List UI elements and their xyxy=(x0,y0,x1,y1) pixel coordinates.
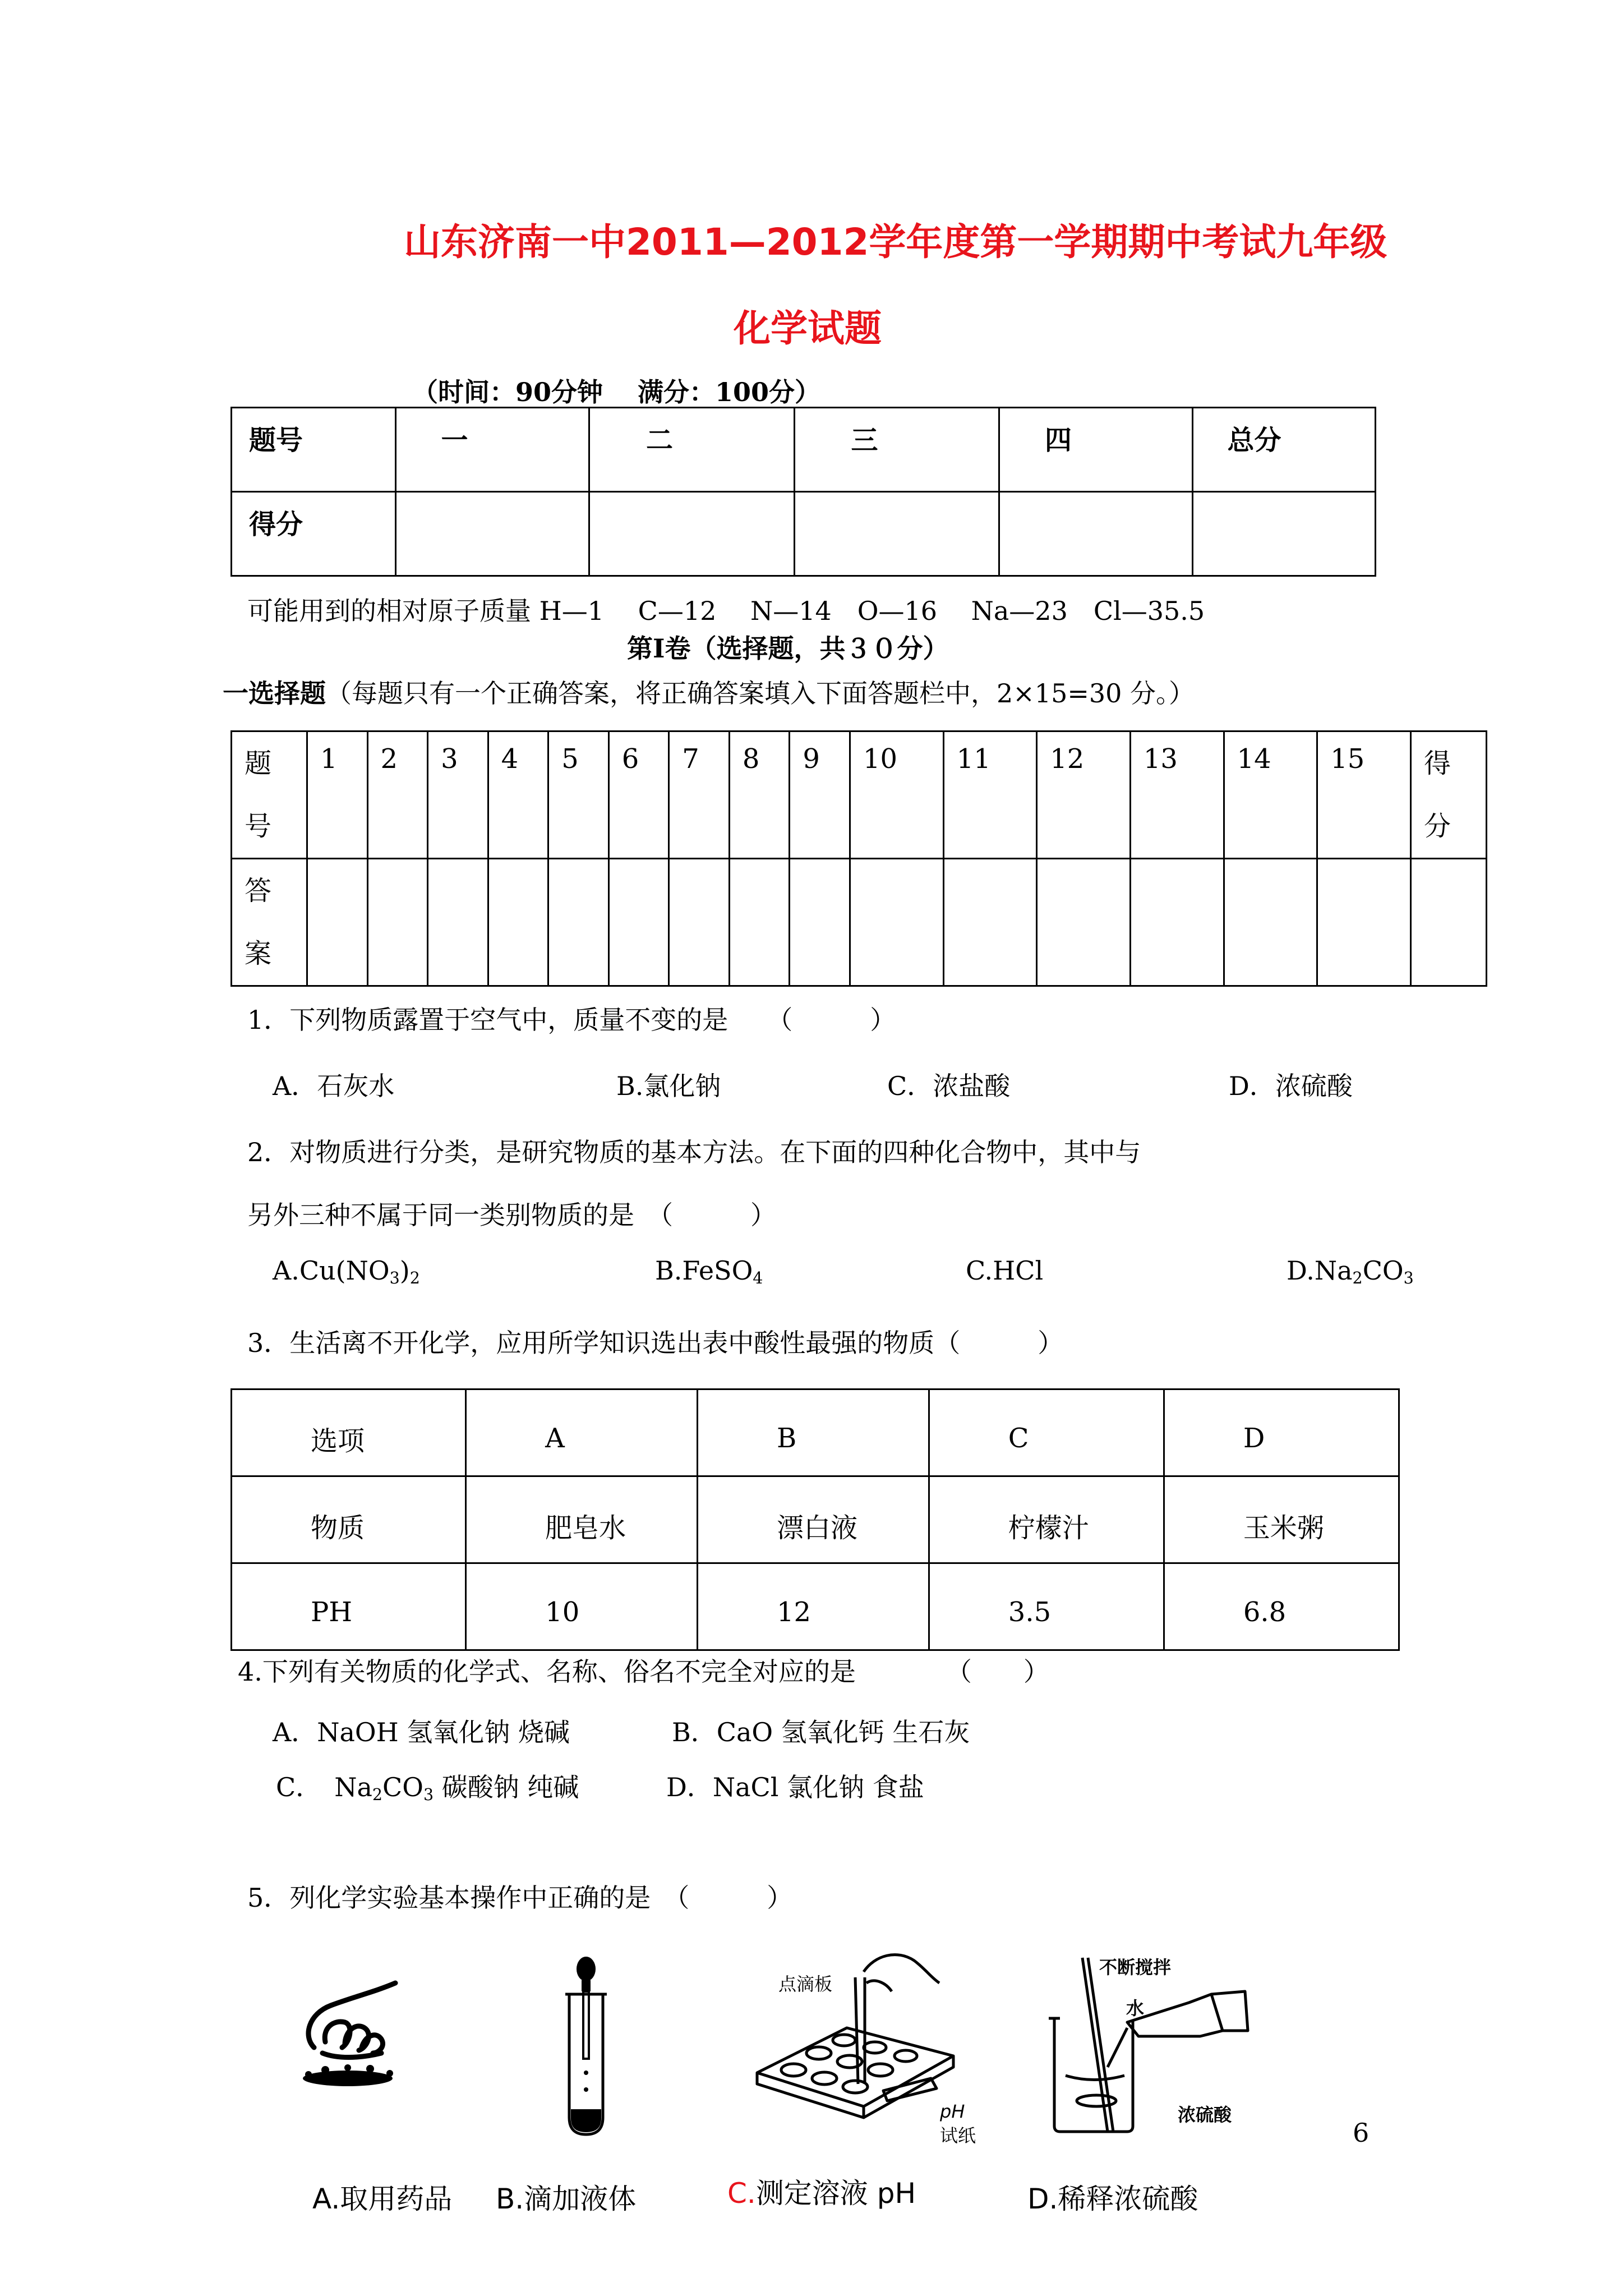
ph-cell: 10 xyxy=(466,1563,698,1650)
answer-cell[interactable] xyxy=(608,859,669,986)
q4-option-b: B．CaO 氢氧化钙 生石灰 xyxy=(672,1717,970,1747)
question-number: 5 xyxy=(548,731,609,859)
answer-cell[interactable] xyxy=(729,859,790,986)
spot-plate-ph-illustration xyxy=(746,1944,959,2134)
answer-cell[interactable] xyxy=(1037,859,1131,986)
ph-cell: B xyxy=(697,1389,929,1476)
q3-stem: 3．生活离不开化学，应用所学知识选出表中酸性最强的物质（ ） xyxy=(247,1328,1064,1358)
ph-table xyxy=(230,1388,1400,1651)
ph-cell: A xyxy=(466,1389,698,1476)
q1-option-c: C．浓盐酸 xyxy=(887,1071,1011,1101)
q2-option-a: $A.Cu(NO_3)_2$ xyxy=(273,1255,420,1288)
q4-stem: 4.下列有关物质的化学式、名称、俗名不完全对应的是 （ ） xyxy=(238,1657,1049,1687)
q5-stem: 5．列化学实验基本操作中正确的是 （ ） xyxy=(247,1883,793,1913)
hand-grabbing-chemical-illustration xyxy=(292,1975,404,2092)
ph-cell: 肥皂水 xyxy=(466,1476,698,1563)
score-header-cell: 四 xyxy=(999,408,1192,492)
question-number: 3 xyxy=(428,731,488,859)
q1-option-a: A．石灰水 xyxy=(273,1071,395,1101)
label-spot-plate: 点滴板 xyxy=(778,1973,833,1995)
label-ph: pH xyxy=(940,2101,965,2122)
score-header-cell: 二 xyxy=(589,408,794,492)
ph-cell: 物质 xyxy=(232,1476,466,1563)
answer-cell[interactable] xyxy=(1224,859,1317,986)
q4-option-c: C． $Na_2CO_3$ 碳酸钠 纯碱 xyxy=(276,1772,579,1805)
answer-cell[interactable] xyxy=(1317,859,1411,986)
part1-title: 第Ⅰ卷（选择题，共３０分） xyxy=(627,633,949,664)
dropper-test-tube-illustration xyxy=(561,1955,611,2140)
page-number: 6 xyxy=(1353,2118,1370,2148)
atomic-masses: 可能用到的相对原子质量 H—1 C—12 N—14 O—16 Na—23 Cl—35.5 xyxy=(247,596,1205,626)
score-header-cell: 三 xyxy=(794,408,999,492)
question-number: 4 xyxy=(488,731,548,859)
q2-option-b: B.FeSO$_4$ xyxy=(655,1255,763,1288)
score-table xyxy=(230,407,1376,577)
answer-cell[interactable] xyxy=(669,859,730,986)
score-header-cell: 题号 xyxy=(232,408,396,492)
ph-cell: D xyxy=(1164,1389,1399,1476)
answer-header-label: 题 号 xyxy=(232,731,307,859)
question-number: 13 xyxy=(1130,731,1224,859)
ph-cell: 玉米粥 xyxy=(1164,1476,1399,1563)
answer-score-cell[interactable] xyxy=(1411,859,1487,986)
caption-a: A.取用药品 xyxy=(312,2183,453,2215)
answer-cell[interactable] xyxy=(367,859,428,986)
answer-row-label: 答 案 xyxy=(232,859,307,986)
score-cell[interactable] xyxy=(1193,492,1376,576)
ph-cell: 12 xyxy=(697,1563,929,1650)
ph-cell: 3.5 xyxy=(929,1563,1164,1650)
question-number: 1 xyxy=(307,731,368,859)
q2-option-c: C.HCl xyxy=(966,1255,1044,1286)
q4-option-d: D．NaCl 氯化钠 食盐 xyxy=(666,1772,924,1802)
ph-cell: PH xyxy=(232,1563,466,1650)
label-test-paper: 试纸 xyxy=(940,2125,976,2146)
question-number: 11 xyxy=(943,731,1037,859)
q2-stem-line1: 2．对物质进行分类，是研究物质的基本方法。在下面的四种化合物中，其中与 xyxy=(247,1137,1141,1167)
section1-text: （每题只有一个正确答案，将正确答案填入下面答题栏中，2×15=30 分。） xyxy=(326,678,1195,708)
caption-c: C.测定溶液 pH xyxy=(727,2177,916,2210)
q2-stem-line2: 另外三种不属于同一类别物质的是 （ ） xyxy=(247,1200,776,1230)
q4-option-a: A．NaOH 氢氧化钠 烧碱 xyxy=(273,1717,570,1747)
answer-score-label: 得 分 xyxy=(1411,731,1487,859)
exam-title-line1: 山东济南一中2011—2012学年度第一学期期中考试九年级 xyxy=(404,220,1387,264)
answer-table xyxy=(230,730,1487,987)
answer-cell[interactable] xyxy=(790,859,850,986)
question-number: 12 xyxy=(1037,731,1131,859)
exam-title-line2: 化学试题 xyxy=(734,307,882,350)
score-header-cell: 总分 xyxy=(1193,408,1376,492)
question-number: 10 xyxy=(850,731,943,859)
time-info: （时间：90分钟 满分：100分） xyxy=(412,377,821,407)
caption-b: B.滴加液体 xyxy=(496,2183,637,2215)
ph-cell: 漂白液 xyxy=(697,1476,929,1563)
ph-cell: 选项 xyxy=(232,1389,466,1476)
q1-option-b: B.氯化钠 xyxy=(616,1071,721,1101)
q1-option-d: D．浓硫酸 xyxy=(1229,1071,1353,1101)
ph-cell: 6.8 xyxy=(1164,1563,1399,1650)
question-number: 9 xyxy=(790,731,850,859)
answer-cell[interactable] xyxy=(850,859,943,986)
score-header-cell: 一 xyxy=(395,408,589,492)
ph-cell: C xyxy=(929,1389,1164,1476)
answer-cell[interactable] xyxy=(488,859,548,986)
question-number: 7 xyxy=(669,731,730,859)
question-number: 8 xyxy=(729,731,790,859)
score-row-label: 得分 xyxy=(232,492,396,576)
ph-cell: 柠檬汁 xyxy=(929,1476,1164,1563)
section1-label: 一选择题 xyxy=(223,678,326,708)
caption-d: D.稀释浓硫酸 xyxy=(1027,2183,1198,2215)
section1-instruction xyxy=(223,673,1195,710)
score-cell[interactable] xyxy=(589,492,794,576)
answer-cell[interactable] xyxy=(307,859,368,986)
q2-option-d: $D.Na_2CO_3$ xyxy=(1287,1255,1414,1288)
score-cell[interactable] xyxy=(794,492,999,576)
label-conc-acid: 浓硫酸 xyxy=(1178,2104,1232,2125)
label-water: 水 xyxy=(1126,1998,1145,2019)
label-keep-stirring: 不断搅拌 xyxy=(1099,1957,1172,1978)
score-cell[interactable] xyxy=(999,492,1192,576)
question-number: 14 xyxy=(1224,731,1317,859)
question-number: 6 xyxy=(608,731,669,859)
answer-cell[interactable] xyxy=(548,859,609,986)
answer-cell[interactable] xyxy=(943,859,1037,986)
answer-cell[interactable] xyxy=(1130,859,1224,986)
question-number: 2 xyxy=(367,731,428,859)
question-number: 15 xyxy=(1317,731,1411,859)
score-cell[interactable] xyxy=(395,492,589,576)
answer-cell[interactable] xyxy=(428,859,488,986)
q1-stem: 1．下列物质露置于空气中，质量不变的是 （ ） xyxy=(247,1005,896,1035)
